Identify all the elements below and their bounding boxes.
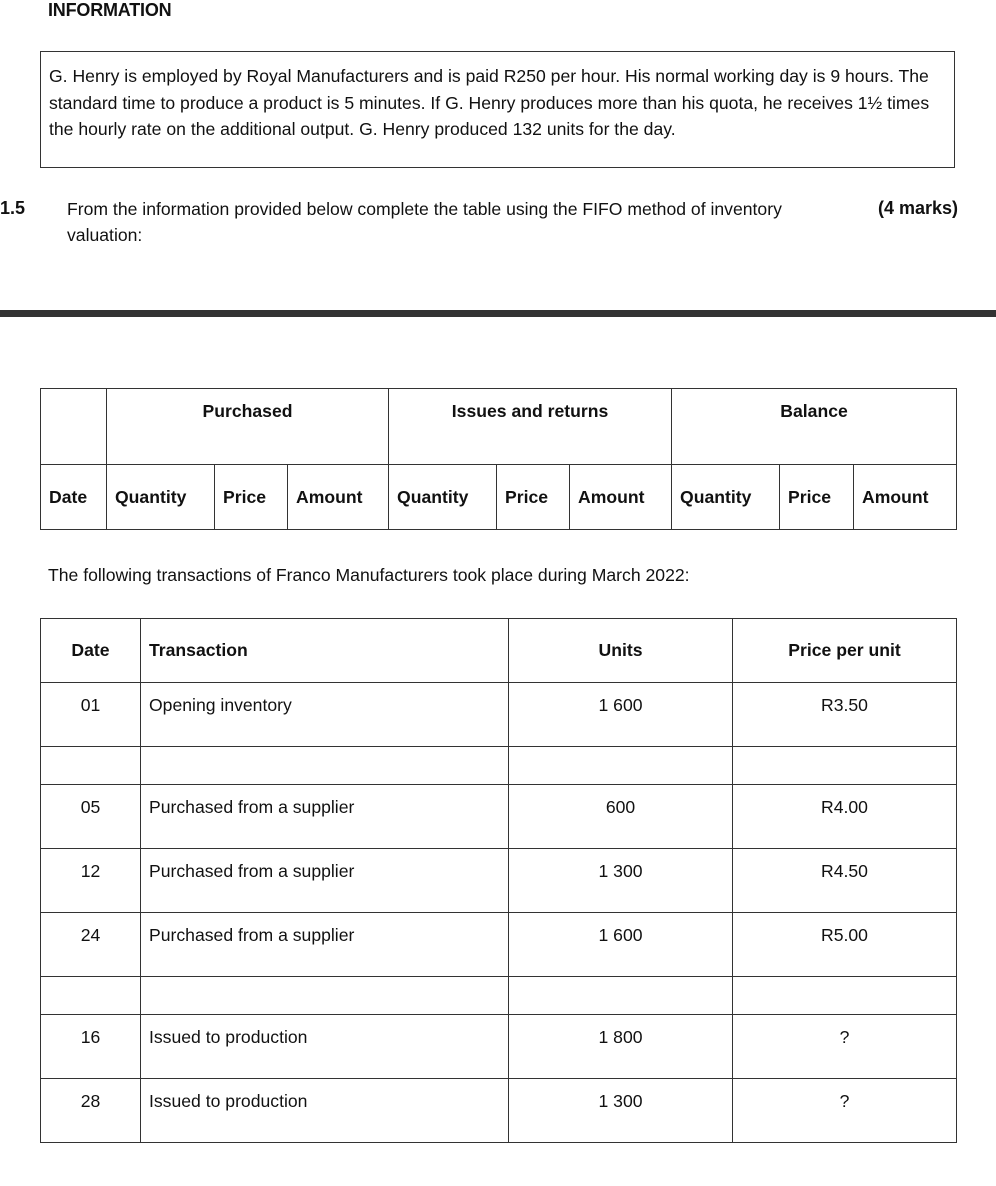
- question-number: 1.5: [0, 198, 26, 218]
- transactions-table: [40, 618, 957, 1143]
- tx-date: 16: [41, 1015, 141, 1079]
- tx-price: R5.00: [733, 913, 957, 977]
- tx-description: [141, 977, 509, 1015]
- tx-description: Purchased from a supplier: [141, 785, 509, 849]
- fifo-answer-table: [40, 388, 957, 530]
- tx-date: 28: [41, 1079, 141, 1143]
- fifo-balance-quantity: Quantity: [672, 465, 780, 530]
- question-marks: (4 marks): [878, 198, 959, 218]
- tx-date: 05: [41, 785, 141, 849]
- tx-units: 600: [509, 785, 733, 849]
- fifo-corner-cell: [41, 389, 107, 465]
- fifo-group-purchased: Purchased: [107, 389, 389, 465]
- fifo-purchased-price: Price: [215, 465, 288, 530]
- tx-units: [509, 977, 733, 1015]
- tx-price: [733, 747, 957, 785]
- tx-price: R4.00: [733, 785, 957, 849]
- fifo-issues-price: Price: [497, 465, 570, 530]
- tx-description: Purchased from a supplier: [141, 913, 509, 977]
- section-heading: INFORMATION: [48, 0, 172, 20]
- table-row-empty: [41, 747, 957, 785]
- table-row: [41, 785, 957, 849]
- tx-header-price: Price per unit: [733, 619, 957, 683]
- tx-description: Purchased from a supplier: [141, 849, 509, 913]
- fifo-issues-quantity: Quantity: [389, 465, 497, 530]
- information-text: G. Henry is employed by Royal Manufacturers and is paid R250 per hour. His normal working day is 9 hours. The standard time to produce a product is 5 minutes. If G. Henry produces more than his quota, he receives 1½ times the hourly rate on the additional output. G. Henry produced 132 units for the day.: [49, 66, 930, 139]
- table-row: [41, 1079, 957, 1143]
- tx-header-date: Date: [41, 619, 141, 683]
- table-row: [41, 683, 957, 747]
- table-row: [41, 849, 957, 913]
- tx-units: 1 300: [509, 849, 733, 913]
- tx-price: [733, 977, 957, 1015]
- fifo-date-header: Date: [41, 465, 107, 530]
- fifo-group-balance: Balance: [672, 389, 957, 465]
- table-row: [41, 913, 957, 977]
- tx-header-units: Units: [509, 619, 733, 683]
- tx-description: Issued to production: [141, 1079, 509, 1143]
- transactions-intro: The following transactions of Franco Manufacturers took place during March 2022:: [48, 565, 690, 585]
- fifo-group-issues: Issues and returns: [389, 389, 672, 465]
- fifo-balance-price: Price: [780, 465, 854, 530]
- tx-description: Opening inventory: [141, 683, 509, 747]
- tx-units: 1 600: [509, 913, 733, 977]
- table-row: [41, 1015, 957, 1079]
- information-box: [40, 51, 955, 168]
- tx-description: Issued to production: [141, 1015, 509, 1079]
- tx-date: 01: [41, 683, 141, 747]
- tx-date: 24: [41, 913, 141, 977]
- tx-header-transaction: Transaction: [141, 619, 509, 683]
- fifo-balance-amount: Amount: [854, 465, 957, 530]
- tx-price: ?: [733, 1079, 957, 1143]
- fifo-purchased-amount: Amount: [288, 465, 389, 530]
- tx-description: [141, 747, 509, 785]
- tx-price: R4.50: [733, 849, 957, 913]
- fifo-purchased-quantity: Quantity: [107, 465, 215, 530]
- tx-units: 1 800: [509, 1015, 733, 1079]
- tx-date: 12: [41, 849, 141, 913]
- table-row-empty: [41, 977, 957, 1015]
- tx-price: R3.50: [733, 683, 957, 747]
- tx-price: ?: [733, 1015, 957, 1079]
- tx-date: [41, 747, 141, 785]
- section-divider: [0, 310, 996, 317]
- tx-units: 1 600: [509, 683, 733, 747]
- tx-units: [509, 747, 733, 785]
- tx-date: [41, 977, 141, 1015]
- question-text: From the information provided below complete the table using the FIFO method of inventory valuation:: [67, 199, 782, 245]
- fifo-issues-amount: Amount: [570, 465, 672, 530]
- tx-units: 1 300: [509, 1079, 733, 1143]
